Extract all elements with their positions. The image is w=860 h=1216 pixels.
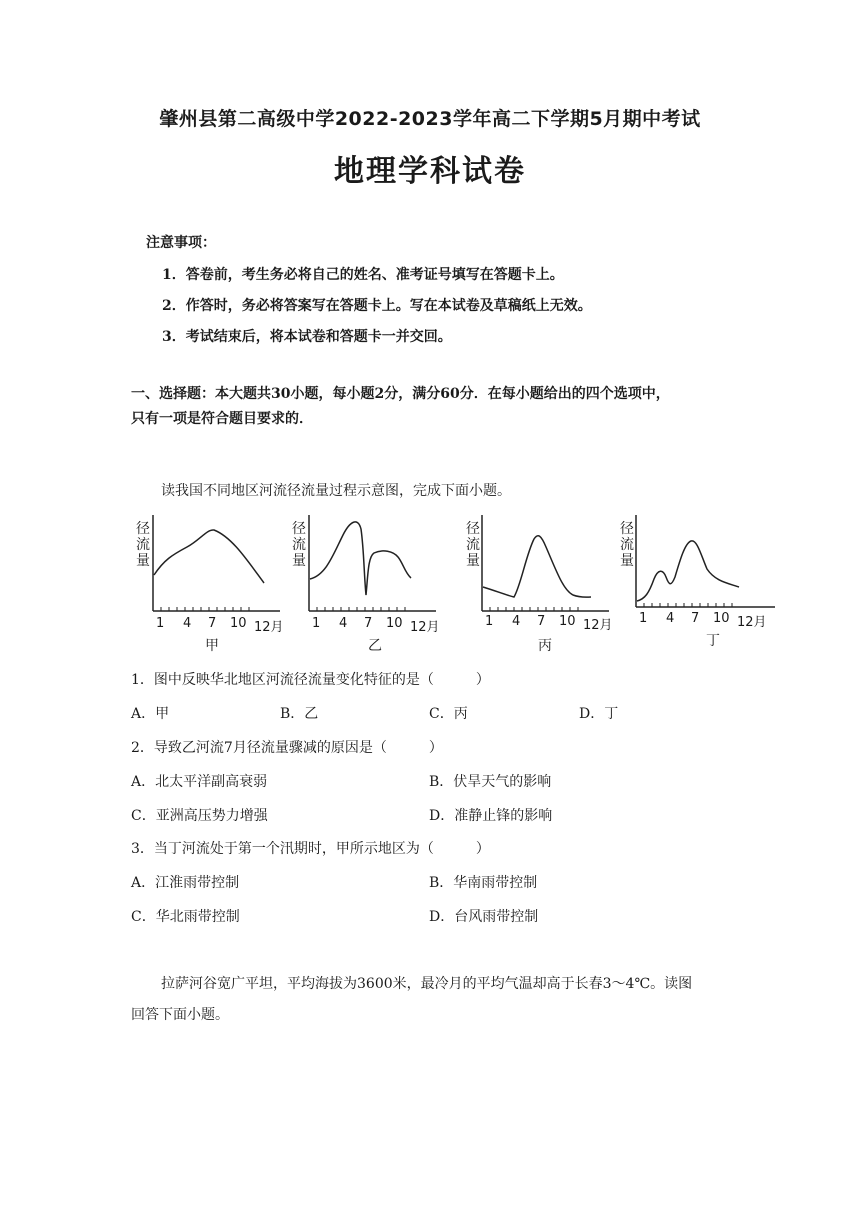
q1-option-d: D．丁 bbox=[579, 706, 619, 722]
q3-option-c: C．华北雨带控制 bbox=[131, 909, 240, 925]
intro-question-group-2-line1: 拉萨河谷宽广平坦，平均海拔为3600米，最冷月的平均气温却高于长春3～4℃。读图 bbox=[161, 976, 693, 992]
runoff-curve-jia bbox=[152, 515, 282, 615]
subject-title: 地理学科试卷 bbox=[334, 154, 526, 189]
x-tick-12: 12月 bbox=[254, 620, 284, 635]
x-tick-1: 1 bbox=[485, 614, 494, 629]
panel-label-bing: 丙 bbox=[538, 638, 552, 654]
runoff-graphs-figure bbox=[130, 515, 780, 660]
q3-option-a: A．江淮雨带控制 bbox=[131, 875, 240, 891]
x-tick-1: 1 bbox=[312, 616, 321, 631]
q2-option-d: D．准静止锋的影响 bbox=[429, 808, 553, 824]
x-tick-12: 12月 bbox=[583, 618, 613, 633]
q1-option-c: C．丙 bbox=[429, 706, 468, 722]
q2-option-a: A．北太平洋副高衰弱 bbox=[131, 774, 268, 790]
x-tick-7: 7 bbox=[691, 611, 700, 626]
y-axis-label: 径 流 量 bbox=[620, 521, 634, 569]
x-tick-7: 7 bbox=[208, 616, 217, 631]
x-tick-4: 4 bbox=[183, 616, 192, 631]
section-instruction-line1: 一、选择题：本大题共30小题，每小题2分，满分60分．在每小题给出的四个选项中， bbox=[131, 386, 670, 402]
x-tick-1: 1 bbox=[156, 616, 165, 631]
x-tick-12: 12月 bbox=[410, 620, 440, 635]
x-tick-10: 10 bbox=[713, 611, 730, 626]
q1-option-a: A．甲 bbox=[131, 706, 170, 722]
section-instruction-line2: 只有一项是符合题目要求的． bbox=[131, 411, 313, 427]
x-tick-7: 7 bbox=[364, 616, 373, 631]
intro-question-group-2-line2: 回答下面小题。 bbox=[131, 1007, 229, 1023]
q2-option-b: B．伏旱天气的影响 bbox=[429, 774, 552, 790]
x-tick-4: 4 bbox=[339, 616, 348, 631]
q1-option-b: B．乙 bbox=[280, 706, 319, 722]
question-1-stem: 1．图中反映华北地区河流径流量变化特征的是（ ） bbox=[131, 672, 490, 688]
y-axis-label: 径 流 量 bbox=[292, 521, 306, 569]
panel-label-yi: 乙 bbox=[368, 638, 382, 654]
x-tick-10: 10 bbox=[230, 616, 247, 631]
question-2-stem: 2．导致乙河流7月径流量骤减的原因是（ ） bbox=[131, 740, 443, 756]
runoff-curve-yi bbox=[308, 515, 438, 615]
x-tick-12: 12月 bbox=[737, 615, 767, 630]
q2-option-c: C．亚洲高压势力增强 bbox=[131, 808, 268, 824]
runoff-curve-bing bbox=[481, 515, 611, 615]
note-item-3: 3．考试结束后，将本试卷和答题卡一并交回。 bbox=[162, 329, 452, 345]
x-tick-4: 4 bbox=[666, 611, 675, 626]
q3-option-b: B．华南雨带控制 bbox=[429, 875, 538, 891]
x-tick-1: 1 bbox=[639, 611, 648, 626]
x-tick-4: 4 bbox=[512, 614, 521, 629]
x-tick-10: 10 bbox=[386, 616, 403, 631]
school-exam-line: 肇州县第二高级中学2022-2023学年高二下学期5月期中考试 bbox=[159, 108, 701, 130]
y-axis-label: 径 流 量 bbox=[466, 521, 480, 569]
x-tick-7: 7 bbox=[537, 614, 546, 629]
intro-question-group-1: 读我国不同地区河流径流量过程示意图，完成下面小题。 bbox=[161, 483, 511, 499]
notes-heading: 注意事项： bbox=[146, 235, 216, 251]
note-item-1: 1．答卷前，考生务必将自己的姓名、准考证号填写在答题卡上。 bbox=[162, 267, 564, 283]
y-axis-label: 径 流 量 bbox=[136, 521, 150, 569]
panel-label-ding: 丁 bbox=[706, 633, 720, 649]
note-item-2: 2．作答时，务必将答案写在答题卡上。写在本试卷及草稿纸上无效。 bbox=[162, 298, 592, 314]
runoff-curve-ding bbox=[635, 515, 777, 615]
question-3-stem: 3．当丁河流处于第一个汛期时，甲所示地区为（ ） bbox=[131, 841, 490, 857]
x-tick-10: 10 bbox=[559, 614, 576, 629]
panel-label-jia: 甲 bbox=[205, 638, 219, 654]
q3-option-d: D．台风雨带控制 bbox=[429, 909, 539, 925]
